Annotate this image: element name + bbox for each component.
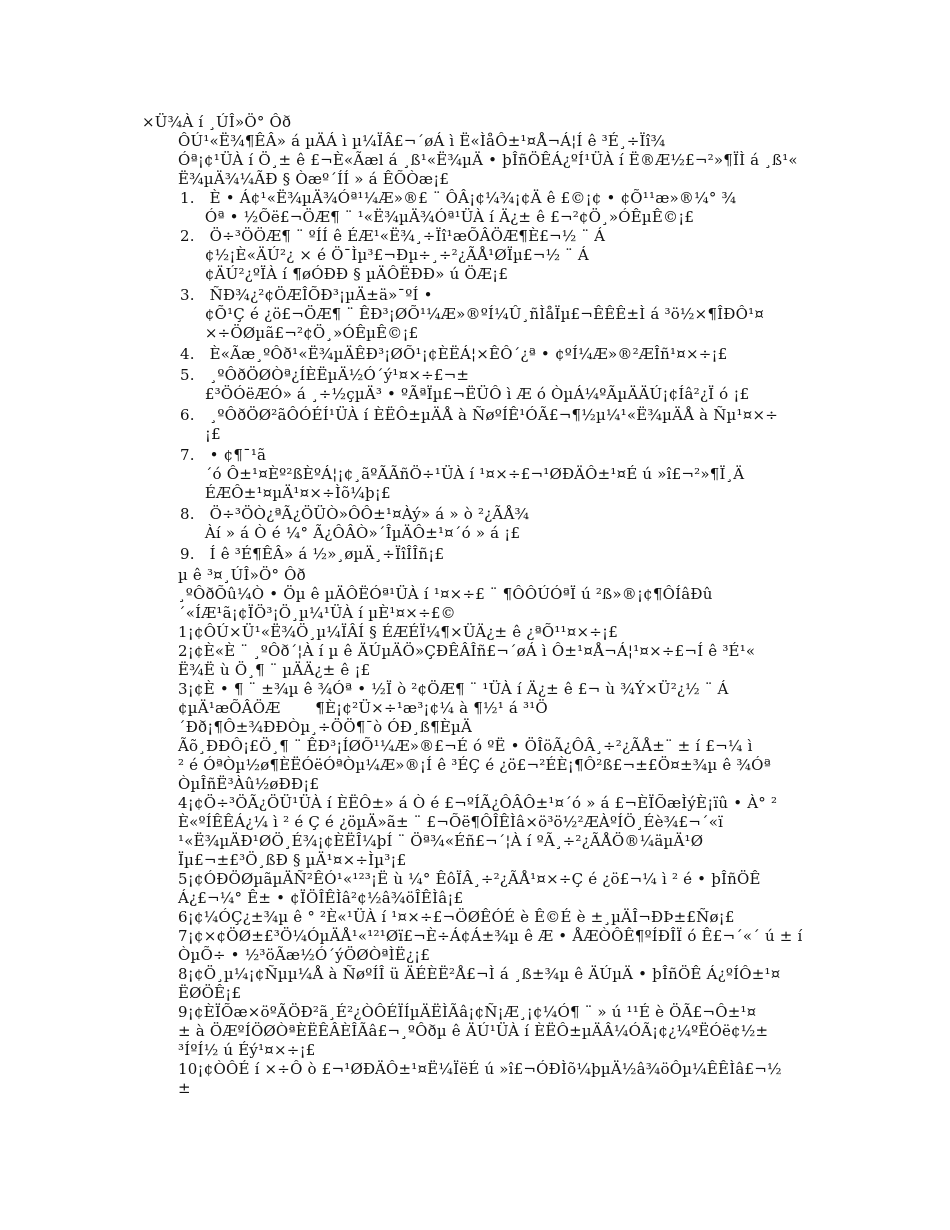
list-item: 5. ¸ºÔðÖØÒª¿ÍÈËµÄ½Ó´ý¹¤×÷£¬±: [180, 366, 470, 384]
list-item: 1. È • Á¢¹«Ë¾µÄ¾Óª¹¼Æ»®£ ¨ ÔÂ¡¢¼¾¡¢Ä ê £©¡¢ • ¢Õ¹¹æ»®¼° ¾: [180, 189, 737, 207]
text-line: 8¡¢Ö¸µ¼¡¢Ñµµ¼Å à ÑøºÍÎ ü ÄÉÈË²Å£¬Ì á ¸ß±¾µ ê ÄÚµÄ • þÎñÖÊ Á¿ºÍÔ±¹¤: [178, 965, 781, 983]
list-item-continuation: ÉÆÔ±¹¤µÄ¹¤×÷Ìõ¼þ¡£: [180, 484, 391, 502]
list-item-continuation: ¡£: [180, 425, 221, 443]
text-line: ÒµÕ÷ • ½³öÃæ½Ó´ýÖØÒªÌË¿¡£: [178, 946, 431, 964]
text-line: Ïµ£¬±£³Ö¸ßÐ § µÄ¹¤×÷Ìµ³¡£: [178, 851, 407, 869]
text-line: Ãõ¸ÐÐÔ¡£Ö¸¶ ¨ ÊÐ³¡ÍØÕ¹¼Æ»®£¬É ó ºË • ÖÎöÃ¿ÔÂ¸÷²¿ÃÅ±¨ ± í £¬¼ ì: [178, 737, 753, 755]
text-line: ±: [178, 1079, 191, 1097]
text-line: 2¡¢È«È ¨ ¸ºÔð´¦À í µ ê ÄÚµÄÖ»ÇÐÊÂÎñ£¬´øÁ ì Ô±¹¤Å¬Á¦¹¤×÷£¬Í ê ³É¹«: [178, 642, 756, 660]
list-item-continuation: Óª • ½Õë£¬ÖÆ¶ ¨ ¹«Ë¾µÄ¾Óª¹ÜÀ í Ä¿± ê £¬²¢Ö¸»ÓÊµÊ©¡£: [180, 208, 695, 226]
text-line: 10¡¢ÒÔÉ í ×÷Ô ò £¬¹ØÐÄÔ±¹¤Ë¼ÏëÉ ú »î£¬ÓÐÌõ¼þµÄ½â¾öÔµ¼ÊÊÌâ£¬½: [178, 1060, 782, 1078]
text-line: Ë¾µÄ¾¼ÃÐ § Òæº´ÍÍ » á ÊÕÒæ¡£: [178, 170, 450, 188]
text-line: 5¡¢ÓÐÖØµãµÄÑ²ÊÓ¹«¹²³¡Ë ù ¼° ÊôÏÂ¸÷²¿ÃÅ¹¤×÷Ç é ¿ö£¬¼ ì ² é • þÎñÖÊ: [178, 870, 761, 888]
section-heading: µ ê ³¤¸ÚÎ»Ö° Ôð: [178, 566, 306, 584]
text-line: 1¡¢ÔÚ×Ü¹«Ë¾Ö¸µ¼ÏÂÍ § ÉÆÉÏ¼¶×ÜÄ¿± ê ¿ªÕ¹¹¤×÷¡£: [178, 623, 619, 641]
text-line: ÒµÎñË³Àû½øÐÐ¡£: [178, 775, 320, 793]
list-item: 9. Í ê ³É¶ÊÂ» á ½»¸øµÄ¸÷ÏîÎÎñ¡£: [180, 545, 445, 563]
list-item: 7. • ¢¶¯¹ã: [180, 446, 267, 464]
text-line: ³ÍºÍ½ ú Éý¹¤×÷¡£: [178, 1041, 316, 1059]
list-item-continuation: Àí » á Ò é ¼° Ã¿ÔÂÒ»´ÎµÄÔ±¹¤´ó » á ¡£: [180, 524, 521, 542]
list-item-continuation: ¢ÄÚ²¿ºÏÀ í ¶øÓÐÐ § µÄÔËÐÐ» ú ÖÆ¡£: [180, 265, 509, 283]
text-line: 3¡¢È • ¶ ¨ ±¾µ ê ¾Óª • ½Ï ò ²¢ÖÆ¶ ¨ ¹ÜÀ í Ä¿± ê £¬ ù ¾Ý×Ü²¿½ ¨ Á: [178, 680, 729, 698]
text-line: ¢µÄ¹æÕÂÖÆ ¶È¡¢²Ü×÷¹æ³¡¢¼ à ¶½¹ á ³¹Ö: [178, 699, 548, 717]
text-line: ´«ÍÆ¹ã¡¢ÏÖ³¡Ö¸µ¼¹ÜÀ í µÈ¹¤×÷£©: [178, 604, 456, 622]
text-line: ± à ÖÆºÍÖØÒªÈËÊÂÈÎÃâ£¬¸ºÔðµ ê ÄÚ¹ÜÀ í ÈËÔ±µÄÂ¼ÓÃ¡¢¿¼ºËÓë¢½±: [178, 1022, 769, 1040]
text-line: ² é ÓªÒµ½ø¶ÈËÓëÓªÒµ¼Æ»®¡Í ê ³ÉÇ é ¿ö£¬²ÉÈ¡¶Ô²ß£¬±£Ö¤±¾µ ê ¾Óª: [178, 756, 771, 774]
text-line: Ë¾Ë ù Ö¸¶ ¨ µÄÄ¿± ê ¡£: [178, 661, 371, 679]
text-line: ËØÖÊ¡£: [178, 984, 242, 1002]
list-item: 4. È«Ãæ¸ºÔð¹«Ë¾µÄÊÐ³¡ØÕ¹¡¢ÈËÁ¦×ÊÔ´¿ª • ¢ºÍ¼Æ»®²ÆÎñ¹¤×÷¡£: [180, 345, 728, 363]
list-item-continuation: ¢½¡È«ÄÚ²¿ × é Ö¯Ìµ³£¬Ðµ÷¸÷²¿ÃÅ¹ØÏµ£¬½ ¨ Á: [180, 246, 589, 264]
list-item: 3. ÑÐ¾¿²¢ÖÆÎÕÐ³¡µÄ±ä»¯ºÍ •: [180, 286, 433, 304]
list-item-continuation: £³ÖÓëÆÓ» á ¸÷½çµÄ³ • ºÃªÏµ£¬ËÜÔ ì Æ ó ÒµÁ¼ºÃµÄÄÚ¡¢Íâ²¿Ï ó ¡£: [180, 385, 750, 403]
text-line: 7¡¢×¢ÖØ±£³Ö¼ÓµÄÅ¹«¹²¹Øï£¬È÷Á¢Á±¾µ ê Æ • ÅÆÒÔÊ¶ºÍÐÎÏ ó Ê£¬´«´ ú ± í: [178, 927, 803, 945]
list-item-continuation: ´ó Ô±¹¤Èº²ßÈºÁ¦¡¢¸ãºÃÃñÖ÷¹ÜÀ í ¹¤×÷£¬¹ØÐÄÔ±¹¤É ú »î£¬²»¶Ï¸Ä: [180, 465, 745, 483]
list-item: 8. Ö÷³ÖÒ¿ªÃ¿ÖÜÒ»ÔÔ±¹¤Àý» á » ò ²¿ÃÅ¾: [180, 505, 530, 523]
document-heading: ×Ü¾À í ¸ÚÎ»Ö° Ôð: [142, 113, 292, 131]
text-line: Á¿£¬¼° Ê± • ¢ÏÖÎÊÌâ²¢½â¾öÎÊÌâ¡£: [178, 889, 464, 907]
list-item: 2. Ö÷³ÖÖÆ¶ ¨ ºÍÍ ê ÉÆ¹«Ë¾¸÷Ïî¹æÕÂÖÆ¶È£¬½ ¨ Á: [180, 227, 606, 245]
text-line: ´Ðð¡¶Ô±¾ÐÐÒµ¸÷ÖÖ¶¯ò ÓÐ¸ß¶ÈµÄ: [178, 718, 472, 736]
list-item-continuation: ×÷ÖØµã£¬²¢Ö¸»ÓÊµÊ©¡£: [180, 324, 419, 342]
list-item-continuation: ¢Õ¹Ç é ¿ö£¬ÖÆ¶ ¨ ÊÐ³¡ØÕ¹¼Æ»®ºÍ¼Û¸ñÌåÏµ£¬ÊÊÊ±Ì á ³ö½×¶ÎÐÔ¹¤: [180, 305, 765, 323]
text-line: 9¡¢ÈÏÕæ×öºÃÖÐ²ã¸É²¿ÒÔÉÏÍµÄËÌÃâ¡¢Ñ¡Æ¸¡¢¼Ó¶ ¨ » ú ¹¹É è ÖÃ£¬Ô±¹¤: [178, 1003, 757, 1021]
list-item: 6. ¸ºÔðÖØ²ãÔÓÉÍ¹ÜÀ í ÈËÔ±µÄÅ à ÑøºÍÊ¹ÓÃ£¬¶½µ¼¹«Ë¾µÄÅ à Ñµ¹¤×÷: [180, 406, 778, 424]
text-line: ¸ºÔðÕû¼Ò • Öµ ê µÄÔËÓª¹ÜÀ í ¹¤×÷£ ¨ ¶ÔÔÚÓªÏ ú ²ß»®¡¢¶ÔÍâÐû: [178, 585, 713, 603]
text-line: ÔÚ¹«Ë¾¶ÊÂ» á µÄÁ ì µ¼ÏÂ£¬´øÁ ì Ë«ÌåÔ±¹¤Å¬Á¦Í ê ³É¸÷Ïî¾: [178, 132, 666, 150]
text-line: Óª¡¢¹ÜÀ í Ö¸± ê £¬È«Ãæl á ¸ß¹«Ë¾µÄ • þÎñÖÊÁ¿ºÍ¹ÜÀ í Ë®Æ½£¬²»¶ÏÌ á ¸ß¹«: [178, 151, 798, 169]
text-line: 6¡¢¼ÓÇ¿±¾µ ê ° ²È«¹ÜÀ í ¹¤×÷£¬ÖØÊÓÉ è Ê©É è ±¸µÄÎ¬ÐÞ±£Ñø¡£: [178, 908, 735, 926]
text-line: 4¡¢Ö÷³ÖÃ¿ÖÜ¹ÜÀ í ÈËÔ±» á Ò é £¬ºÍÃ¿ÔÂÔ±¹¤´ó » á £¬ÈÏÕæÌýÈ¡ïû • À° ²: [178, 794, 778, 812]
text-line: ¹«Ë¾µÄÐ¹ØÖ¸É¾¡¢ÈËÎ¼þÍ ¨ Öª¾«Éñ£¬´¦À í ºÃ¸÷²¿ÃÅÖ®¼äµÄ¹Ø: [178, 832, 704, 850]
text-line: È«ºÍÊÊÁ¿¼ ì ² é Ç é ¿öµÄ»ã± ¨ £¬Õë¶ÔÎÊÌâ×ö³ö½²ÆÀºÍÖ¸Éè¾£¬´«ï: [178, 813, 724, 831]
